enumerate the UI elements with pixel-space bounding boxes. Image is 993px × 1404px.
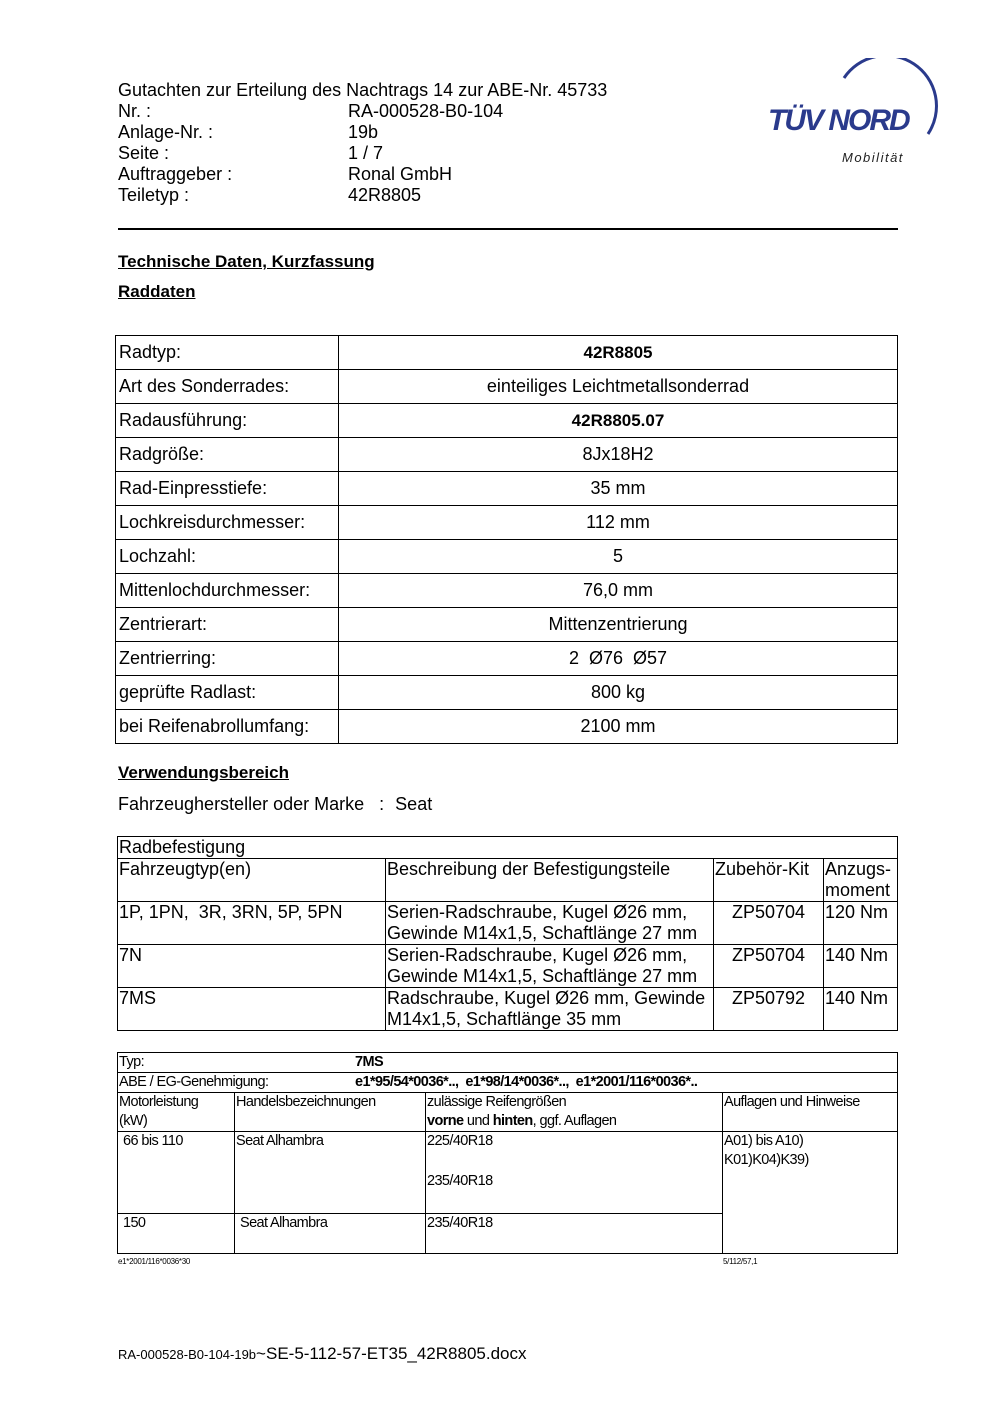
notes-cell: A01) bis A10) K01)K04)K39)	[723, 1132, 898, 1254]
vehicle-table	[117, 1052, 898, 1254]
table-header-row: Motorleistung (kW) Handelsbezeichnungen zulässige Reifengrößen vorne und hinten, ggf. Auflagen Auflagen und Hinweise	[118, 1093, 898, 1132]
footnote-left: e1*2001/116*0036*30	[118, 1257, 191, 1266]
tuv-nord-logo	[764, 58, 944, 170]
approval-value: e1*95/54*0036*.., e1*98/14*0036*.., e1*2001/116*0036*..	[355, 1074, 698, 1090]
section-title-usage: Verwendungsbereich	[118, 763, 289, 782]
header-row-nr: Nr. : RA-000528-B0-104	[118, 101, 504, 121]
table-row: geprüfte Radlast: 800 kg	[116, 676, 898, 710]
footnote-right: 5/112/57,1	[723, 1257, 758, 1266]
table-row	[118, 1073, 898, 1093]
table-row: Radtyp: 42R8805	[116, 336, 898, 370]
table-row: Zentrierring: 2 Ø76 Ø57	[116, 642, 898, 676]
table-row: Art des Sonderrades: einteiliges Leichtmetallsonderrad	[116, 370, 898, 404]
logo-brand: TÜV NORD	[768, 104, 909, 137]
table-row	[118, 837, 898, 859]
type-value: 7MS	[355, 1054, 384, 1070]
header-divider	[118, 228, 898, 230]
table-row	[118, 1053, 898, 1073]
manufacturer-label: Fahrzeughersteller oder Marke	[118, 794, 365, 814]
header-row-auftraggeber: Auftraggeber : Ronal GmbH	[118, 164, 453, 184]
mounting-table	[117, 836, 898, 1031]
table-row: Lochkreisdurchmesser: 112 mm	[116, 506, 898, 540]
section-title-wheel: Raddaten	[118, 282, 196, 301]
file-footer: RA-000528-B0-104-19b~SE-5-112-57-ET35_42R8805.docx	[118, 1344, 527, 1363]
section-title-tech: Technische Daten, Kurzfassung	[118, 252, 375, 271]
table-row: Radgröße: 8Jx18H2	[116, 438, 898, 472]
table-row: 1P, 1PN, 3R, 3RN, 5P, 5PN Serien-Radschraube, Kugel Ø26 mm, Gewinde M14x1,5, Schaftlänge 27 mm ZP50704 120 Nm	[118, 902, 898, 945]
approval-label: ABE / EG-Genehmigung:	[119, 1074, 269, 1090]
document-title: Gutachten zur Erteilung des Nachtrags 14 zur ABE-Nr. 45733	[118, 80, 608, 100]
table-header-row: Fahrzeugtyp(en) Beschreibung der Befestigungsteile Zubehör-Kit Anzugs- moment	[118, 859, 898, 902]
manufacturer-sep: :	[379, 794, 385, 814]
table-row: 66 bis 110 Seat Alhambra 225/40R18 235/40R18 A01) bis A10) K01)K04)K39)	[118, 1132, 898, 1214]
logo-subtitle: Mobilität	[842, 150, 904, 165]
table-row: Radausführung: 42R8805.07	[116, 404, 898, 438]
table-row: bei Reifenabrollumfang: 2100 mm	[116, 710, 898, 744]
document-header	[118, 80, 607, 206]
header-row-anlage: Anlage-Nr. : 19b	[118, 122, 379, 142]
table-row: Lochzahl: 5	[116, 540, 898, 574]
manufacturer-value: Seat	[395, 794, 433, 814]
table-row: Rad-Einpresstiefe: 35 mm	[116, 472, 898, 506]
table-row: Zentrierart: Mittenzentrierung	[116, 608, 898, 642]
type-label: Typ:	[119, 1054, 144, 1070]
header-row-seite: Seite : 1 / 7	[118, 143, 384, 163]
table-row: 7N Serien-Radschraube, Kugel Ø26 mm, Gewinde M14x1,5, Schaftlänge 27 mm ZP50704 140 Nm	[118, 945, 898, 988]
manufacturer-line	[118, 794, 432, 815]
table-row: 150 Seat Alhambra 235/40R18	[118, 1214, 898, 1254]
mounting-title: Radbefestigung	[118, 837, 898, 859]
table-row: Mittenlochdurchmesser: 76,0 mm	[116, 574, 898, 608]
wheel-data-table	[115, 335, 898, 744]
table-row: 7MS Radschraube, Kugel Ø26 mm, Gewinde M14x1,5, Schaftlänge 35 mm ZP50792 140 Nm	[118, 988, 898, 1031]
header-row-teiletyp: Teiletyp : 42R8805	[118, 185, 422, 205]
